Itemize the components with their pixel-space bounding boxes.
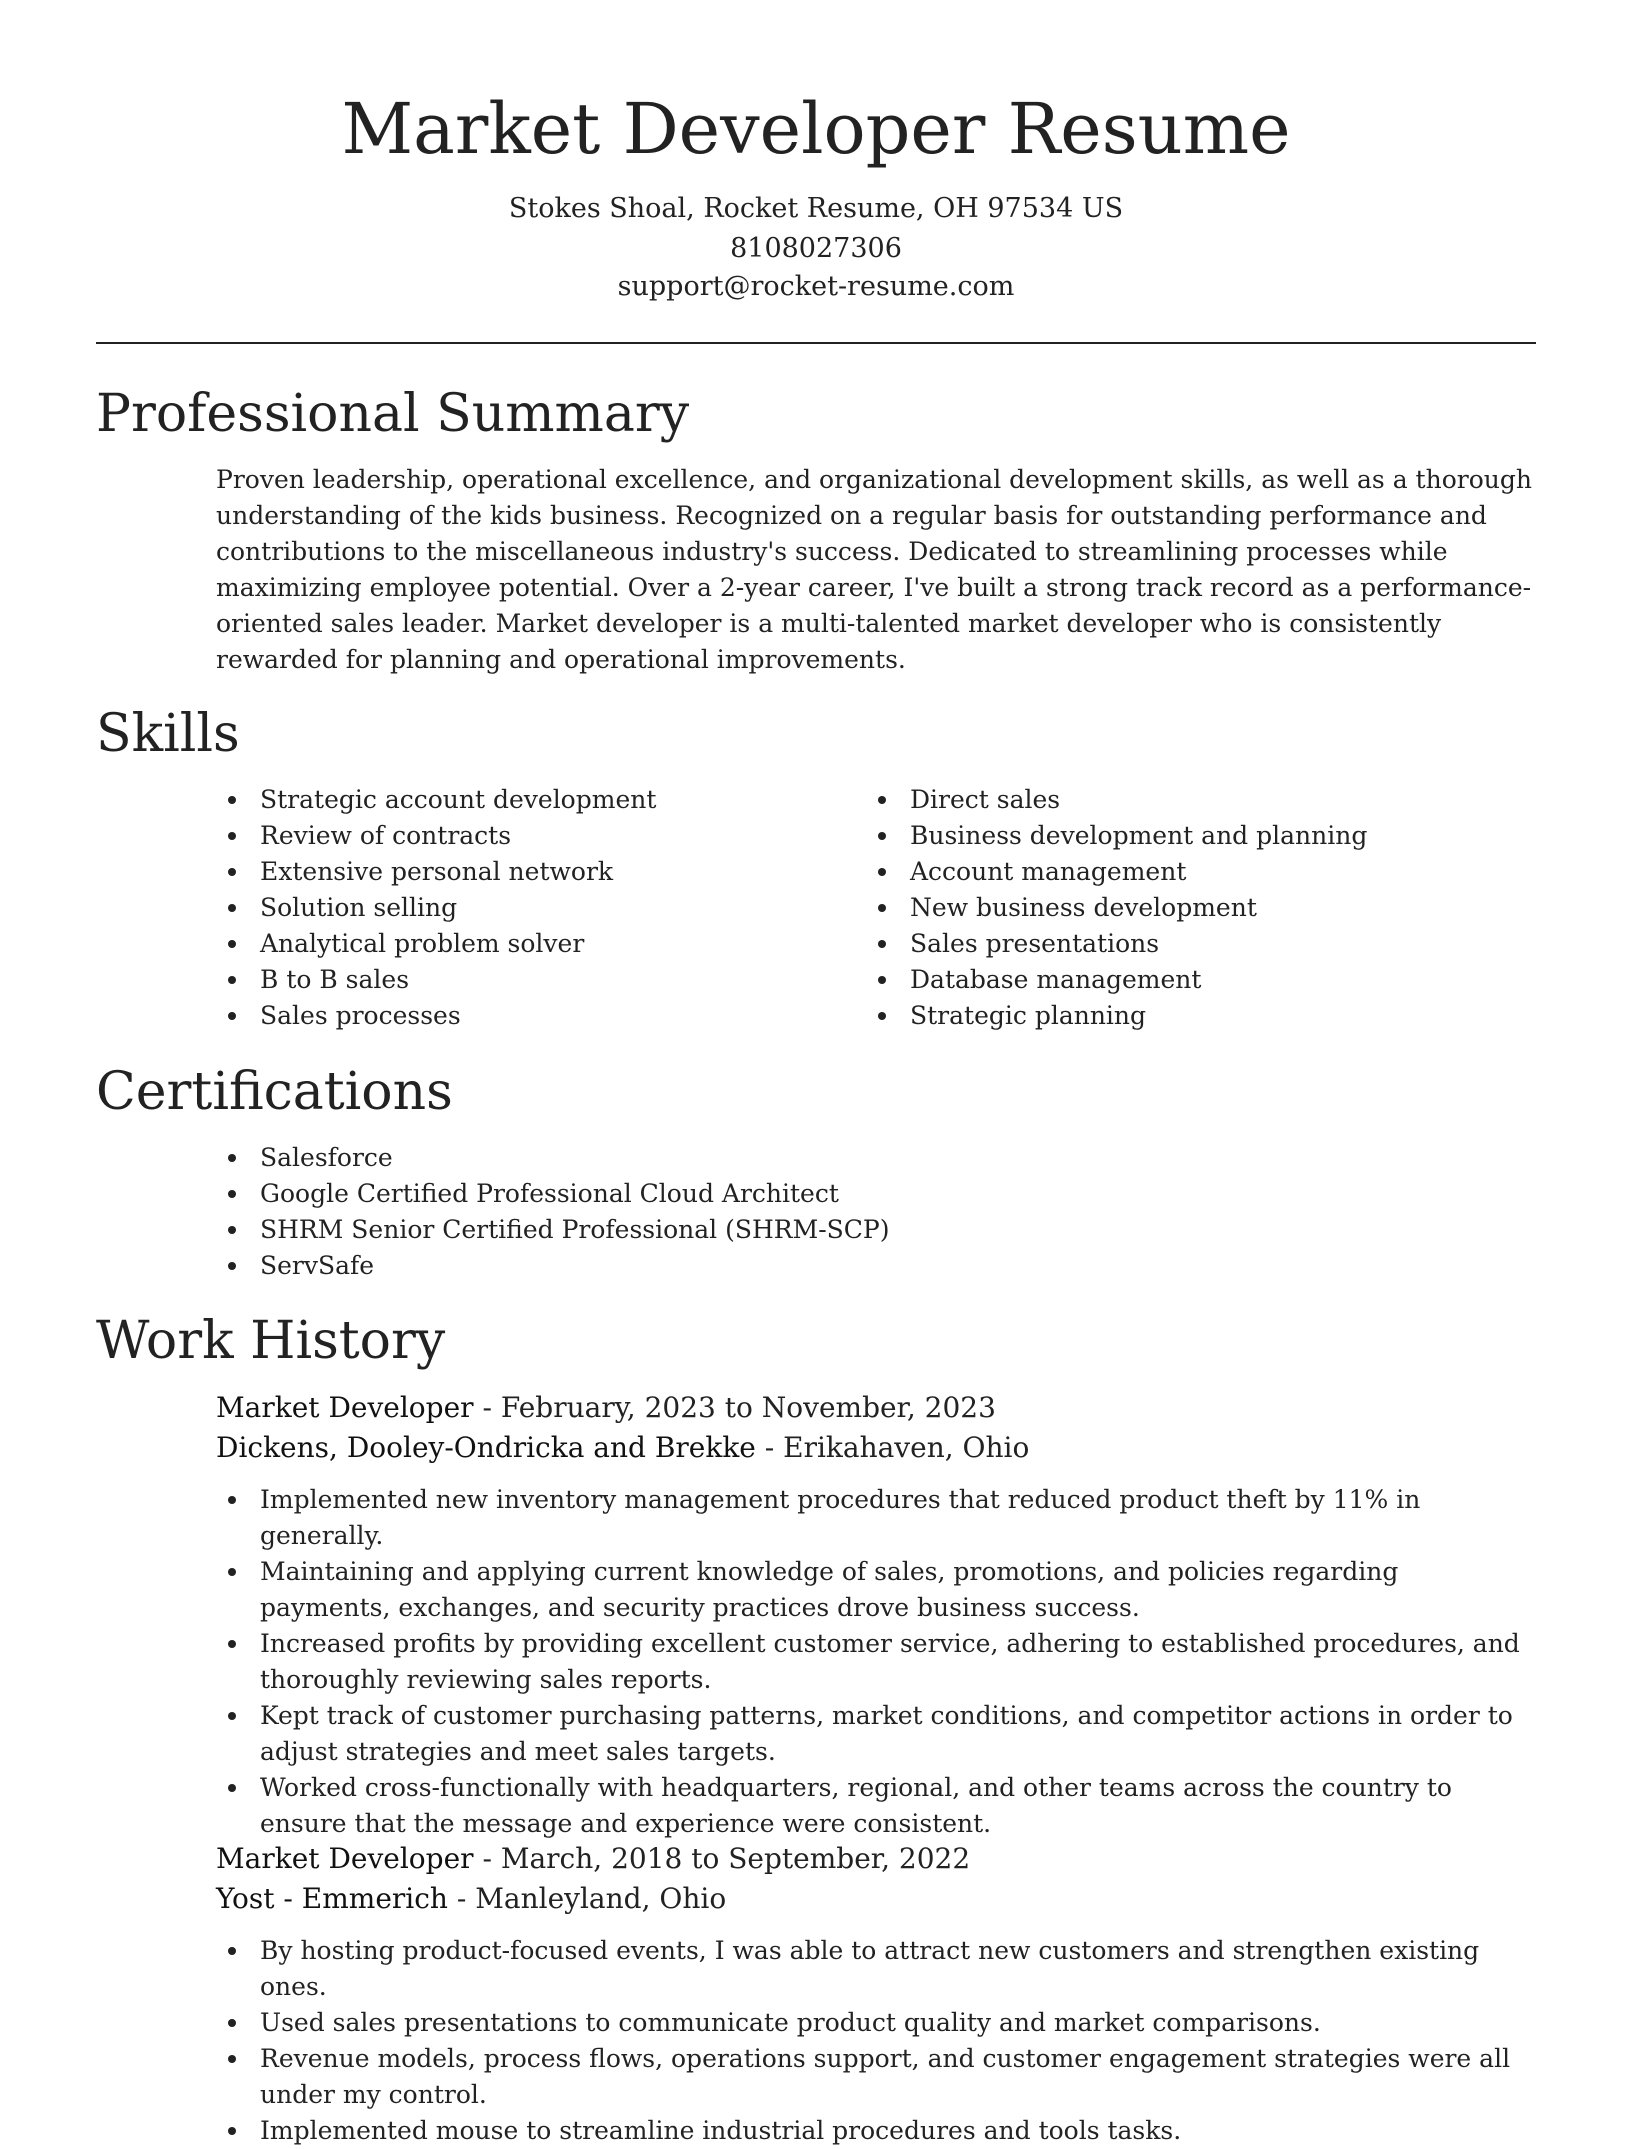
list-item: Google Certified Professional Cloud Architect (216, 1176, 1536, 1212)
job-company-line: Yost - Emmerich - Manleyland, Ohio (216, 1882, 727, 1915)
contact-email: support@rocket-resume.com (617, 271, 1015, 302)
certifications-heading: Certifications (96, 1062, 453, 1122)
header-divider (96, 342, 1536, 344)
summary-text: Proven leadership, operational excellence, and organizational development skills, as well as a thorough understanding of the kids business. Recognized on a regular basis for outstanding performance and contributions to the miscellaneous industry's success. Dedicated to streamlining processes while maximizing employee potential. Over a 2-year career, I've built a strong track record as a performance-oriented sales leader. Market developer is a multi-talented market developer who is consistently rewarded for planning and operational improvements. (216, 465, 1532, 674)
job-bullets (216, 1482, 1536, 1842)
list-item: Used sales presentations to communicate product quality and market comparisons. (216, 2005, 1536, 2041)
job-location: Erikahaven, Ohio (783, 1431, 1030, 1464)
list-item: Sales processes (216, 998, 836, 1034)
work-history-heading: Work History (96, 1311, 446, 1371)
list-item: Increased profits by providing excellent customer service, adhering to established procedures, and thoroughly reviewing sales reports. (216, 1626, 1536, 1698)
list-item: Strategic account development (216, 782, 836, 818)
job-dates: February, 2023 to November, 2023 (500, 1391, 996, 1424)
job-title-line: Market Developer - February, 2023 to November, 2023 (216, 1391, 996, 1424)
list-item: Business development and planning (866, 818, 1536, 854)
list-item: Account management (866, 854, 1536, 890)
job-company-line: Dickens, Dooley-Ondricka and Brekke - Erikahaven, Ohio (216, 1431, 1030, 1464)
list-item: Strategic planning (866, 998, 1536, 1034)
list-item: ServSafe (216, 1248, 1536, 1284)
skills-heading: Skills (96, 704, 240, 764)
list-item: Implemented mouse to streamline industrial procedures and tools tasks. (216, 2113, 1536, 2149)
job-location: Manleyland, Ohio (475, 1882, 727, 1915)
list-item: Sales presentations (866, 926, 1536, 962)
list-item: Revenue models, process flows, operations support, and customer engagement strategies were all under my control. (216, 2041, 1536, 2113)
list-item: SHRM Senior Certified Professional (SHRM-SCP) (216, 1212, 1536, 1248)
list-item: Implemented new inventory management procedures that reduced product theft by 11% in generally. (216, 1482, 1536, 1554)
list-item: By hosting product-focused events, I was able to attract new customers and strengthen existing ones. (216, 1933, 1536, 2005)
list-item: Direct sales (866, 782, 1536, 818)
job-title-line: Market Developer - March, 2018 to September, 2022 (216, 1842, 971, 1875)
job-title: Market Developer (216, 1391, 474, 1424)
list-item: Database management (866, 962, 1536, 998)
resume-title: Market Developer Resume (341, 88, 1291, 170)
list-item: Worked cross-functionally with headquarters, regional, and other teams across the country to ensure that the message and experience were consistent. (216, 1770, 1536, 1842)
certifications-list (216, 1140, 1536, 1284)
contact-address: Stokes Shoal, Rocket Resume, OH 97534 US (508, 193, 1124, 224)
contact-phone: 8108027306 (730, 233, 902, 264)
list-item: New business development (866, 890, 1536, 926)
list-item: Kept track of customer purchasing patterns, market conditions, and competitor actions in order to adjust strategies and meet sales targets. (216, 1698, 1536, 1770)
list-item: Solution selling (216, 890, 836, 926)
job-company: Dickens, Dooley-Ondricka and Brekke (216, 1431, 756, 1464)
skills-list-right (866, 782, 1536, 1034)
summary-heading: Professional Summary (96, 384, 690, 444)
list-item: Salesforce (216, 1140, 1536, 1176)
list-item: Analytical problem solver (216, 926, 836, 962)
job-dates: March, 2018 to September, 2022 (500, 1842, 971, 1875)
skills-list-left (216, 782, 836, 1034)
list-item: B to B sales (216, 962, 836, 998)
job-bullets (216, 1933, 1536, 2149)
job-title: Market Developer (216, 1842, 474, 1875)
list-item: Maintaining and applying current knowledge of sales, promotions, and policies regarding payments, exchanges, and security practices drove business success. (216, 1554, 1536, 1626)
job-company: Yost - Emmerich (216, 1882, 448, 1915)
list-item: Review of contracts (216, 818, 836, 854)
list-item: Extensive personal network (216, 854, 836, 890)
